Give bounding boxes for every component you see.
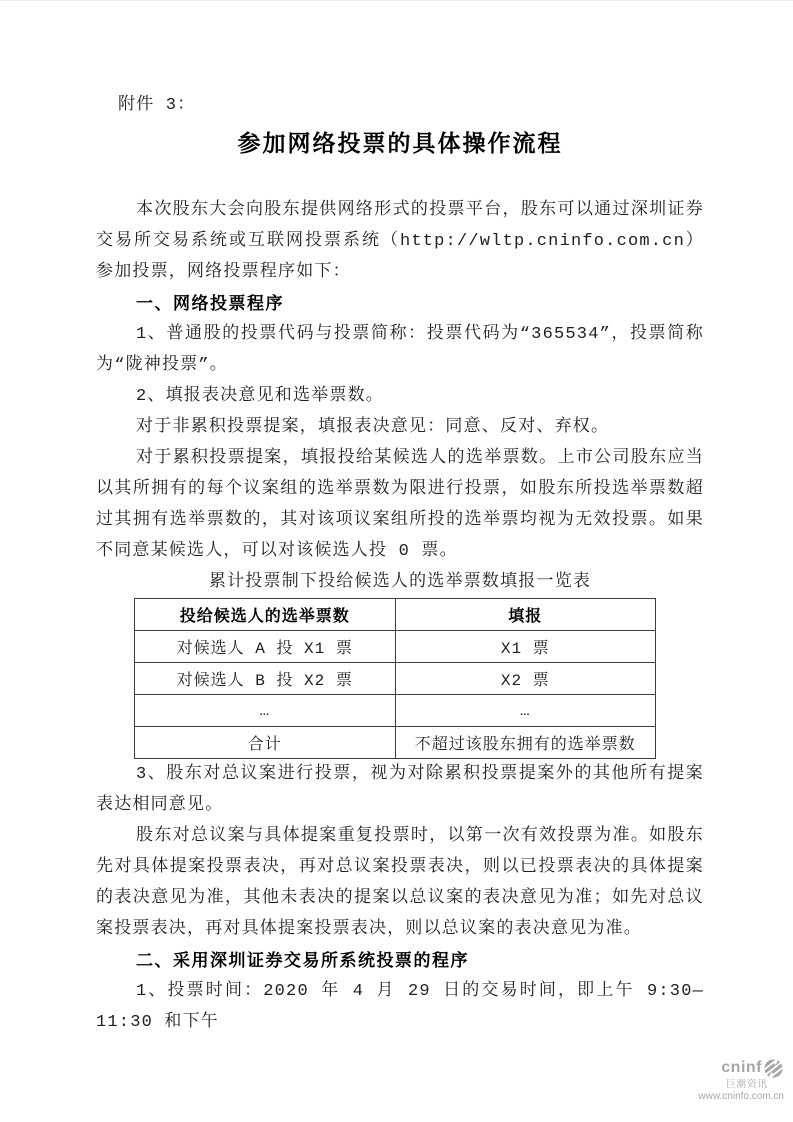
- cninfo-url: www.cninfo.com.cn: [698, 1090, 784, 1102]
- table-cell: …: [395, 695, 656, 727]
- cninfo-logo: [698, 1058, 784, 1102]
- table-row: [135, 695, 656, 727]
- table-header-row: [135, 599, 656, 631]
- table-row: [135, 663, 656, 695]
- table-cell: 对候选人 A 投 X1 票: [135, 631, 396, 663]
- paragraph-repeat-vote: 股东对总议案与具体提案重复投票时，以第一次有效投票为准。如股东先对具体提案投票表决，再对总议案投票表决，则以已投票表决的具体提案的表决意见为准，其他未表决的提案以总议案的表决意见为准；如先对总议案投票表决，再对具体提案投票表决，则以总议案的表决意见为准。: [96, 827, 704, 939]
- intro-paragraph: 本次股东大会向股东提供网络形式的投票平台，股东可以通过深圳证券交易所交易系统或互联网投票系统（http://wltp.cninfo.com.cn）参加投票，网络投票程序如下：: [96, 201, 704, 282]
- table-cell: 不超过该股东拥有的选举票数: [395, 727, 656, 759]
- table-cell: …: [135, 695, 396, 727]
- cninfo-brand-row: [698, 1058, 784, 1079]
- table-cell: X2 票: [395, 663, 656, 695]
- paragraph-vote-time: 1、投票时间：2020 年 4 月 29 日的交易时间，即上午 9:30—11:30 和下午: [96, 982, 704, 1032]
- paragraph-cumulative: 对于累积投票提案，填报投给某候选人的选举票数。上市公司股东应当以其所拥有的每个议案组的选举票数为限进行投票，如股东所投选举票数超过其拥有选举票数的，其对该项议案组所投的选举票均视为无效投票。如果不同意某候选人，可以对该候选人投 0 票。: [96, 449, 704, 561]
- table-header-fill: 填报: [395, 599, 656, 631]
- section-heading-1: 一、网络投票程序: [136, 294, 284, 313]
- cumulative-vote-table: [134, 598, 656, 759]
- table-header-votes: 投给候选人的选举票数: [135, 599, 396, 631]
- cninfo-brand-text: cninf: [721, 1058, 762, 1076]
- table-cell: 合计: [135, 727, 396, 759]
- paragraph-vote-code: 1、普通股的投票代码与投票简称：投票代码为“365534”，投票简称为“陇神投票”。: [96, 325, 704, 375]
- cninfo-swirl-icon: [763, 1058, 784, 1079]
- table-row: [135, 727, 656, 759]
- paragraph-fill-opinion: 2、填报表决意见和选举票数。: [136, 387, 385, 406]
- table-cell: X1 票: [395, 631, 656, 663]
- table-row: [135, 631, 656, 663]
- paragraph-general-proposal: 3、股东对总议案进行投票，视为对除累积投票提案外的其他所有提案表达相同意见。: [96, 765, 704, 815]
- page-title: 参加网络投票的具体操作流程: [237, 130, 563, 156]
- paragraph-non-cumulative: 对于非累积投票提案，填报表决意见：同意、反对、弃权。: [136, 418, 610, 437]
- cninfo-chinese-name: 巨潮资讯: [725, 1078, 768, 1090]
- document-content: [96, 91, 704, 1038]
- table-cell: 对候选人 B 投 X2 票: [135, 663, 396, 695]
- attachment-label: 附件 3：: [118, 96, 196, 115]
- table-title: 累计投票制下投给候选人的选举票数填报一览表: [208, 573, 592, 592]
- section-heading-2: 二、采用深圳证券交易所系统投票的程序: [136, 951, 469, 970]
